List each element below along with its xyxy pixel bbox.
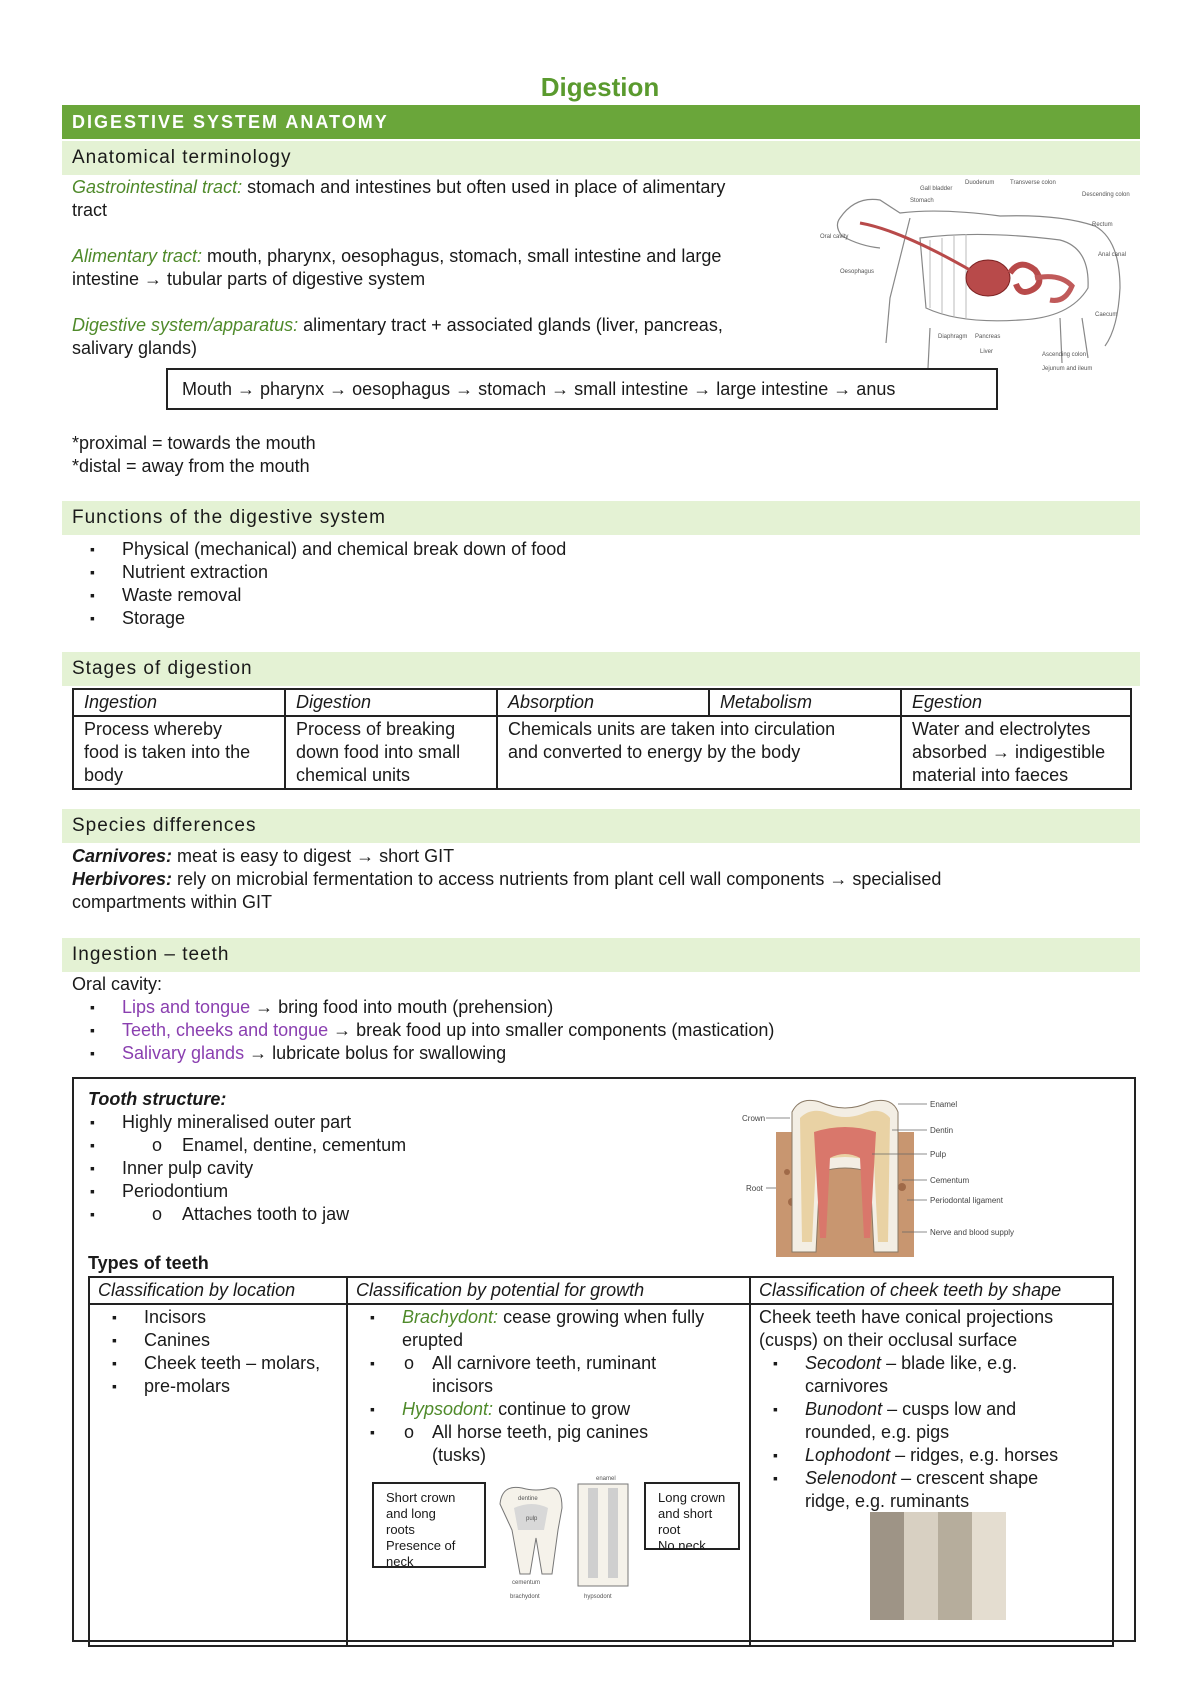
list-item: ▪ Salivary glands → lubricate bolus for swallowing <box>72 1042 774 1065</box>
list-item: ▪ Selenodont – crescent shape ridge, e.g. ruminants <box>755 1467 1104 1513</box>
label-pulp-small: pulp <box>526 1516 538 1522</box>
types-shape-cell: Cheek teeth have conical projections (cusps) on their occlusal surface ▪ Secodont – blade like, e.g. carnivores ▪ Bunodont – cusps low and rounded, e.g. pigs ▪ Lophodont – ridges, e.g. horses ▪ Selenodont – crescent shape ridge, e.g. ruminants <box>750 1304 1113 1646</box>
label-hypsodont: hypsodont <box>584 1594 612 1600</box>
list-subitem: ▪ o Enamel, dentine, cementum <box>72 1134 406 1157</box>
heading-stages: Stages of digestion <box>62 652 1140 686</box>
label-cementum: Cementum <box>930 1176 970 1185</box>
oral-cavity-list <box>72 996 774 1065</box>
note-distal: *distal = away from the mouth <box>72 456 310 476</box>
list-item: ▪ Highly mineralised outer part <box>72 1111 406 1134</box>
hypsodont-note-box: Long crown and short root No neck <box>644 1482 740 1550</box>
heading-anatomical-terminology: Anatomical terminology <box>62 141 1140 175</box>
brachydont-note-box: Short crown and long roots Presence of neck <box>372 1482 486 1568</box>
stage-header: Ingestion <box>73 689 285 716</box>
list-item: ▪ Physical (mechanical) and chemical break down of food <box>72 538 566 561</box>
label-oral-cavity: Oral cavity <box>820 234 849 240</box>
types-location-cell <box>89 1304 347 1646</box>
term-digestive-system: Digestive system/apparatus: <box>72 315 299 335</box>
stage-cell: Chemicals units are taken into circulation and converted to energy by the body <box>497 716 901 789</box>
list-item: ▪ Teeth, cheeks and tongue → break food up into smaller components (mastication) <box>72 1019 774 1042</box>
label-ascending-colon: Ascending colon <box>1042 352 1087 358</box>
oral-cavity-label: Oral cavity: <box>72 974 163 994</box>
label-gall-bladder: Gall bladder <box>920 186 953 192</box>
types-header: Classification of cheek teeth by shape <box>750 1277 1113 1304</box>
tooth-structure-heading: Tooth structure: <box>88 1089 227 1109</box>
list-item: ▪ Inner pulp cavity <box>72 1157 406 1180</box>
label-jejunum-ileum: Jejunum and ileum <box>1042 366 1093 372</box>
list-item: ▪ Secodont – blade like, e.g. carnivores <box>755 1352 1104 1398</box>
label-brachydont: brachydont <box>510 1594 540 1600</box>
list-item: ▪ Storage <box>72 607 566 630</box>
brachydont-hypsodont-diagram <box>492 1474 638 1606</box>
section-band-anatomy: DIGESTIVE SYSTEM ANATOMY <box>62 105 1140 139</box>
label-pancreas: Pancreas <box>975 334 1001 340</box>
species-herbivores: Herbivores: rely on microbial fermentation to access nutrients from plant cell wall components → specialised compartments within GIT <box>72 869 942 912</box>
list-item: ▪ Waste removal <box>72 584 566 607</box>
stage-header: Absorption <box>497 689 709 716</box>
stage-header: Digestion <box>285 689 497 716</box>
label-crown: Crown <box>742 1114 766 1123</box>
label-rectum: Rectum <box>1092 222 1113 228</box>
list-item: ▪ Brachydont: cease growing when fully erupted <box>352 1306 741 1352</box>
functions-list <box>72 538 566 630</box>
definition-gastrointestinal: Gastrointestinal tract: stomach and intestines but often used in place of alimentary tract <box>72 177 726 220</box>
photo-selenodont <box>972 1512 1006 1620</box>
label-anal-canal: Anal canal <box>1098 252 1127 258</box>
photo-bunodont <box>904 1512 938 1620</box>
photo-lophodont <box>938 1512 972 1620</box>
label-duodenum: Duodenum <box>965 180 995 186</box>
label-dentine: dentine <box>518 1496 538 1502</box>
photo-secodont <box>870 1512 904 1620</box>
list-item: ▪ Canines <box>94 1329 338 1352</box>
list-subitem: ▪ o Attaches tooth to jaw <box>72 1203 406 1226</box>
heading-ingestion-teeth: Ingestion – teeth <box>62 938 1140 972</box>
document-title: Digestion <box>540 72 660 102</box>
label-enamel: Enamel <box>930 1100 958 1109</box>
tooth-structure-list <box>72 1111 406 1226</box>
list-item: ▪ Periodontium <box>72 1180 406 1203</box>
note-proximal: *proximal = towards the mouth <box>72 433 316 453</box>
list-item: ▪ Hypsodont: continue to grow <box>352 1398 741 1421</box>
label-liver: Liver <box>980 349 994 355</box>
label-caecum: Caecum <box>1095 312 1118 318</box>
list-item: ▪ Incisors <box>94 1306 338 1329</box>
heading-species: Species differences <box>62 809 1140 843</box>
term-alimentary: Alimentary tract: <box>72 246 203 266</box>
dog-digestive-diagram <box>820 178 1140 378</box>
list-item: ▪ Bunodont – cusps low and rounded, e.g. pigs <box>755 1398 1104 1444</box>
stage-cell: Process of breaking down food into small chemical units <box>285 716 497 789</box>
list-subitem: ▪ o All horse teeth, pig canines (tusks) <box>352 1421 741 1467</box>
types-heading: Types of teeth <box>88 1253 209 1273</box>
list-item: ▪ Cheek teeth – molars, <box>94 1352 338 1375</box>
term-gastrointestinal: Gastrointestinal tract: <box>72 177 243 197</box>
types-header: Classification by potential for growth <box>347 1277 750 1304</box>
digestive-flow-box: Mouth → pharynx → oesophagus → stomach → small intestine → large intestine → anus <box>166 368 998 410</box>
stage-cell: Process whereby food is taken into the body <box>73 716 285 789</box>
types-header: Classification by location <box>89 1277 347 1304</box>
stage-header: Metabolism <box>709 689 901 716</box>
list-item: ▪ Nutrient extraction <box>72 561 566 584</box>
list-item: ▪ Lips and tongue → bring food into mouth (prehension) <box>72 996 774 1019</box>
stages-table <box>72 688 1132 790</box>
label-diaphragm: Diaphragm <box>938 334 968 340</box>
label-periodontal-ligament: Periodontal ligament <box>930 1196 1003 1205</box>
definition-alimentary: Alimentary tract: mouth, pharynx, oesophagus, stomach, small intestine and large intestine → tubular parts of digestive system <box>72 246 722 289</box>
label-root: Root <box>746 1184 763 1193</box>
cheek-teeth-photos <box>870 1512 1006 1620</box>
label-stomach: Stomach <box>910 198 934 204</box>
label-transverse-colon: Transverse colon <box>1010 180 1056 186</box>
heading-functions: Functions of the digestive system <box>62 501 1140 535</box>
list-subitem: ▪ o All carnivore teeth, ruminant incisors <box>352 1352 741 1398</box>
label-descending-colon: Descending colon <box>1082 192 1130 198</box>
label-pulp: Pulp <box>930 1150 947 1159</box>
tooth-cross-section-diagram <box>742 1092 1015 1262</box>
list-item-continued: ▪ pre-molars <box>94 1375 338 1398</box>
label-cementum-small: cementum <box>512 1580 541 1586</box>
label-enamel-small: enamel <box>596 1476 616 1482</box>
species-carnivores: Carnivores: meat is easy to digest → short GIT <box>72 846 455 866</box>
label-oesophagus: Oesophagus <box>840 269 875 275</box>
stage-header: Egestion <box>901 689 1131 716</box>
definition-digestive-system: Digestive system/apparatus: alimentary tract + associated glands (liver, pancreas, salivary glands) <box>72 315 723 358</box>
stage-cell: Water and electrolytes absorbed → indigestible material into faeces <box>901 716 1131 789</box>
label-nerve-blood-supply: Nerve and blood supply <box>930 1228 1015 1237</box>
list-item: ▪ Lophodont – ridges, e.g. horses <box>755 1444 1104 1467</box>
label-dentin: Dentin <box>930 1126 954 1135</box>
